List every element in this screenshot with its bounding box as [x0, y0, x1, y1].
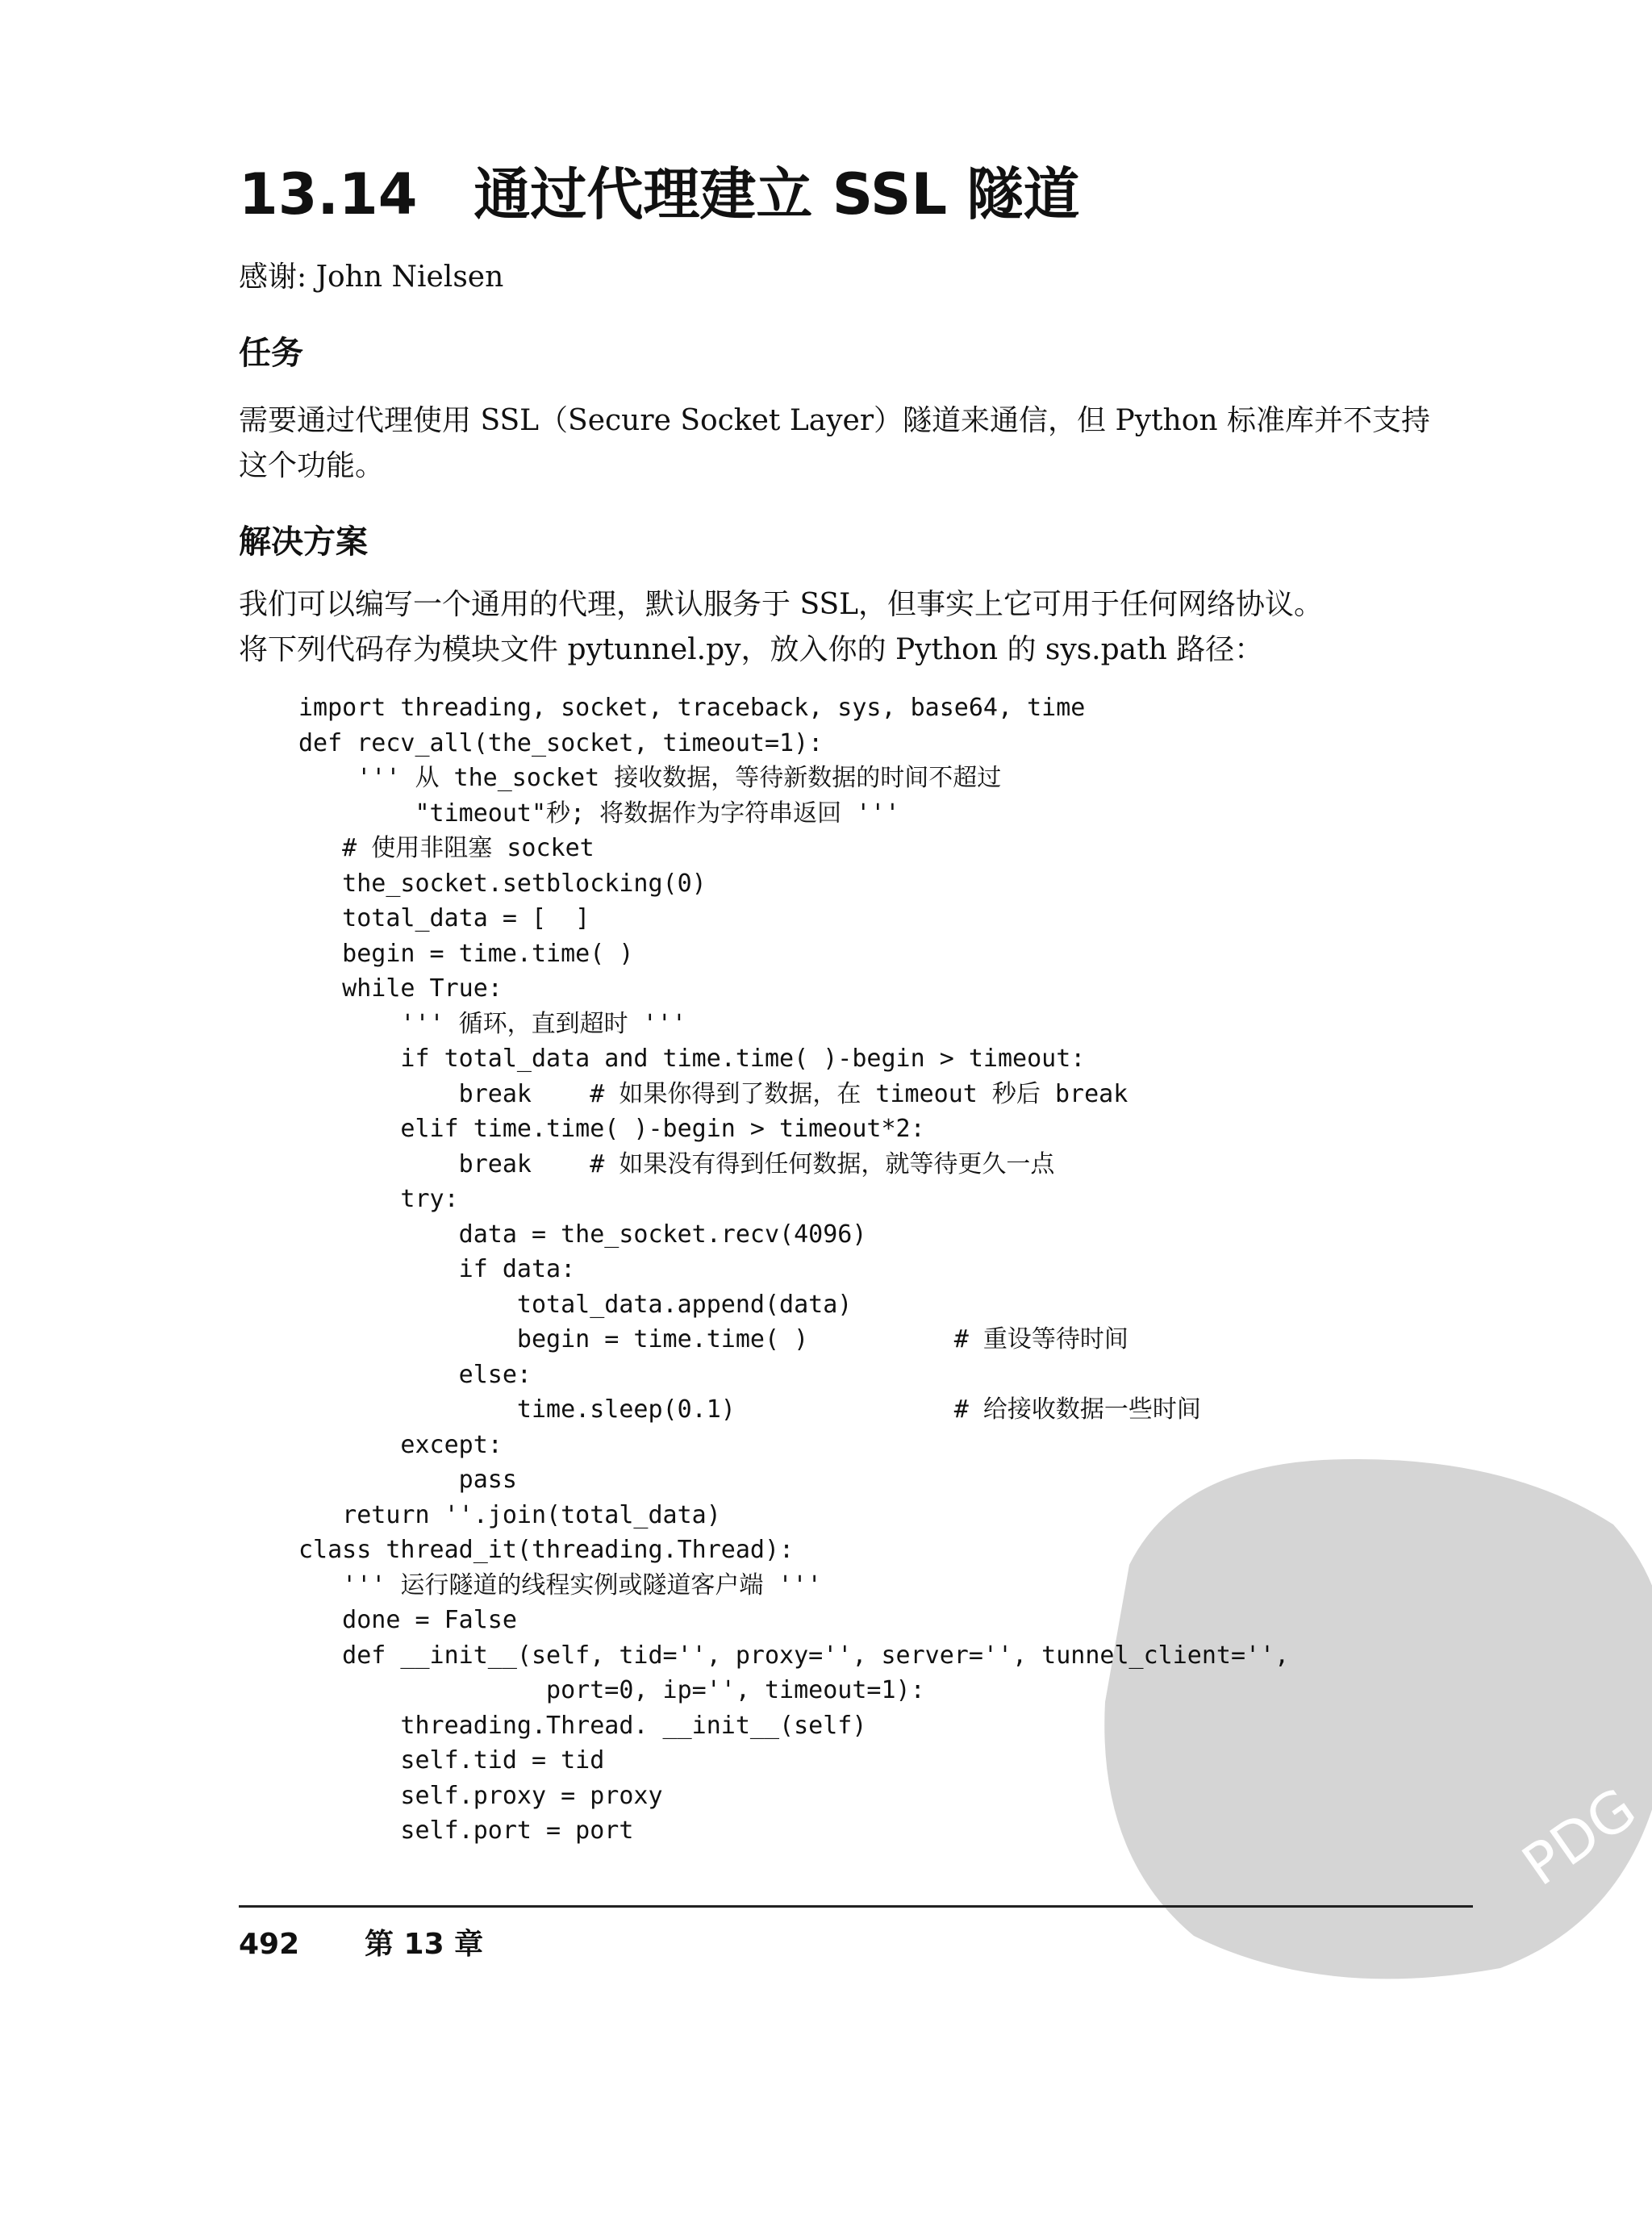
code-line: class thread_it(threading.Thread):: [298, 1536, 795, 1564]
code-line: the_socket.setblocking(0): [298, 869, 707, 898]
code-line: return ''.join(total_data): [298, 1500, 721, 1529]
library-seal-watermark: [1081, 1436, 1652, 2000]
code-line: while True:: [298, 974, 503, 1003]
code-line: threading.Thread. __init__(self): [298, 1711, 867, 1740]
code-line: except:: [298, 1430, 503, 1459]
solution-line: 我们可以编写一个通用的代理，默认服务于 SSL，但事实上它可用于任何网络协议。: [239, 588, 1324, 621]
code-line: "timeout"秒; 将数据作为字符串返回 ''': [298, 799, 900, 828]
code-line: # 使用非阻塞 socket: [298, 834, 594, 862]
watermark-text: PDG: [1510, 1775, 1648, 1899]
code-line: total_data.append(data): [298, 1290, 853, 1319]
code-line: begin = time.time( ): [298, 939, 634, 968]
task-paragraph: [239, 398, 1497, 489]
code-line: port=0, ip='', timeout=1):: [298, 1676, 925, 1704]
solution-heading: 解决方案: [239, 523, 368, 561]
code-line: break # 如果没有得到任何数据，就等待更久一点: [298, 1149, 1055, 1178]
chapter-number: 13.14: [239, 161, 418, 227]
code-line: pass: [298, 1466, 517, 1494]
code-line: def __init__(self, tid='', proxy='', server='', tunnel_client='',: [298, 1641, 1290, 1670]
task-line: 这个功能。: [239, 449, 385, 482]
code-line: if total_data and time.time( )-begin > timeout:: [298, 1045, 1086, 1073]
code-line: done = False: [298, 1606, 517, 1634]
task-heading: 任务: [239, 335, 303, 372]
code-line: total_data = [ ]: [298, 904, 590, 932]
chapter-label: 第 13 章: [365, 1928, 484, 1961]
acknowledgement: 感谢: John Nielsen: [239, 261, 504, 294]
code-line: self.tid = tid: [298, 1746, 605, 1775]
code-line: try:: [298, 1185, 459, 1213]
code-line: self.proxy = proxy: [298, 1781, 663, 1810]
code-line: def recv_all(the_socket, timeout=1):: [298, 728, 824, 757]
page-number: 492: [239, 1928, 300, 1961]
solution-paragraph: [239, 582, 1497, 673]
code-line: if data:: [298, 1255, 576, 1283]
solution-line: 将下列代码存为模块文件 pytunnel.py，放入你的 Python 的 sys.path 路径：: [239, 633, 1264, 666]
code-line: self.port = port: [298, 1816, 634, 1845]
task-line: 需要通过代理使用 SSL（Secure Socket Layer）隧道来通信，但 Python 标准库并不支持: [239, 404, 1431, 437]
footer-rule: [239, 1905, 1473, 1908]
chapter-title: [239, 158, 1079, 231]
code-line: elif time.time( )-begin > timeout*2:: [298, 1115, 925, 1143]
code-line: ''' 循环，直到超时 ''': [298, 1009, 686, 1038]
code-line: ''' 运行隧道的线程实例或隧道客户端 ''': [298, 1570, 822, 1599]
code-line: time.sleep(0.1) # 给接收数据一些时间: [298, 1395, 1201, 1424]
code-line: import threading, socket, traceback, sys, base64, time: [298, 694, 1086, 722]
code-line: ''' 从 the_socket 接收数据，等待新数据的时间不超过: [298, 764, 1002, 792]
code-line: data = the_socket.recv(4096): [298, 1220, 867, 1249]
code-line: else:: [298, 1360, 532, 1389]
code-line: break # 如果你得到了数据，在 timeout 秒后 break: [298, 1079, 1128, 1108]
chapter-title-text: 通过代理建立 SSL 隧道: [473, 161, 1080, 227]
code-line: begin = time.time( ) # 重设等待时间: [298, 1325, 1128, 1353]
